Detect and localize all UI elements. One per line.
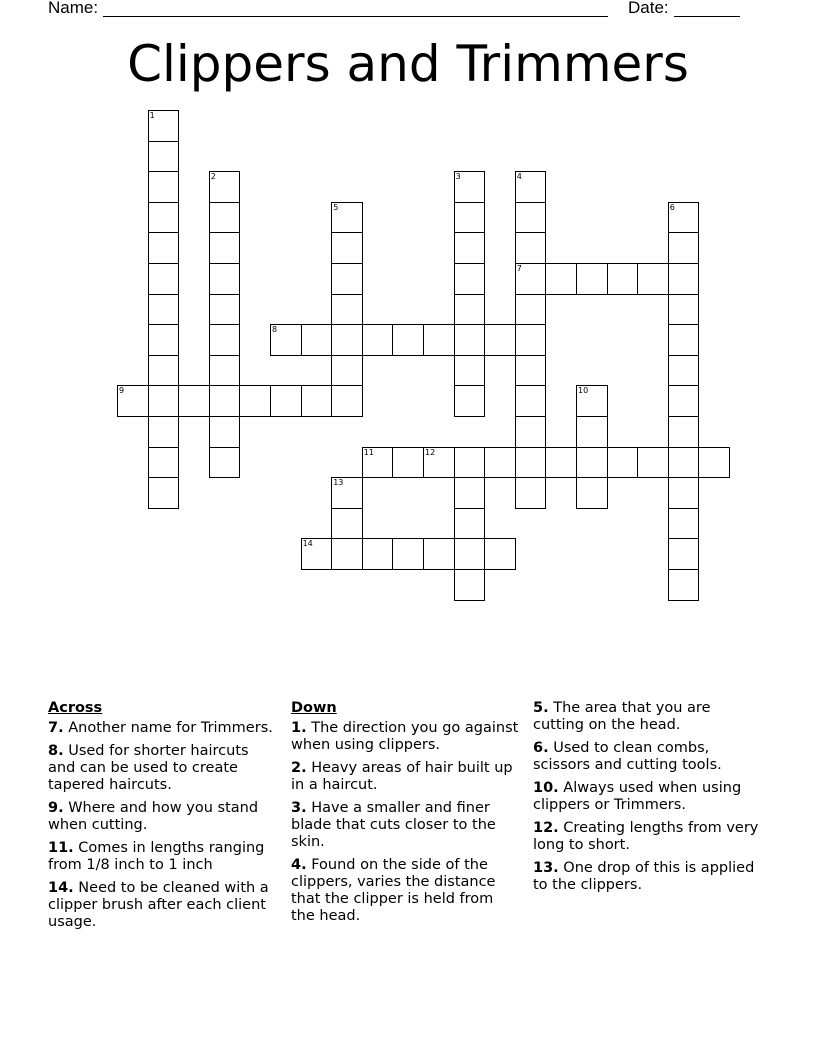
grid-cell[interactable] <box>668 263 700 295</box>
grid-cell[interactable] <box>668 508 700 540</box>
grid-cell[interactable] <box>637 263 669 295</box>
clue-text: One drop of this is applied to the clippers. <box>533 860 755 893</box>
grid-cell[interactable] <box>545 263 577 295</box>
grid-cell[interactable] <box>270 385 302 417</box>
grid-cell[interactable] <box>392 324 424 356</box>
clue-num: 2. <box>291 760 307 776</box>
clue-num: 6. <box>533 740 549 756</box>
grid-cell[interactable] <box>668 355 700 387</box>
grid-cell[interactable] <box>515 477 547 509</box>
grid-cell[interactable] <box>607 263 639 295</box>
grid-cell[interactable] <box>454 263 486 295</box>
grid-cell[interactable] <box>576 385 608 417</box>
name-label: Name: <box>48 0 99 17</box>
grid-cell[interactable] <box>668 477 700 509</box>
grid-cell[interactable] <box>515 232 547 264</box>
grid-cell[interactable] <box>331 538 363 570</box>
grid-cell[interactable] <box>515 447 547 479</box>
grid-cell[interactable] <box>209 385 241 417</box>
clue-text: Need to be cleaned with a clipper brush after each client usage. <box>48 880 269 930</box>
grid-cell[interactable] <box>454 202 486 234</box>
grid-cell[interactable] <box>515 294 547 326</box>
clue-item <box>48 800 276 834</box>
clue-number: 12 <box>425 447 436 457</box>
grid-cell[interactable] <box>148 110 180 142</box>
grid-cell[interactable] <box>515 171 547 203</box>
grid-cell[interactable] <box>454 232 486 264</box>
grid-cell[interactable] <box>515 355 547 387</box>
clue-item <box>48 743 276 794</box>
grid-cell[interactable] <box>668 569 700 601</box>
clue-text: Always used when using clippers or Trimmers. <box>533 780 742 813</box>
grid-cell[interactable] <box>148 477 180 509</box>
grid-cell[interactable] <box>148 263 180 295</box>
clue-number: 10 <box>578 386 589 396</box>
down-clues <box>291 720 519 925</box>
grid-cell[interactable] <box>331 232 363 264</box>
grid-cell[interactable] <box>331 324 363 356</box>
date-label: Date: <box>628 0 669 17</box>
grid-cell[interactable] <box>117 385 149 417</box>
grid-cell[interactable] <box>148 141 180 173</box>
grid-cell[interactable] <box>362 447 394 479</box>
grid-cell[interactable] <box>270 324 302 356</box>
grid-cell[interactable] <box>454 569 486 601</box>
clue-num: 14. <box>48 880 74 896</box>
clue-text: Creating lengths from very long to short. <box>533 820 759 853</box>
grid-cell[interactable] <box>515 263 547 295</box>
clue-number: 3 <box>455 172 461 182</box>
grid-cell[interactable] <box>668 202 700 234</box>
grid-cell[interactable] <box>148 324 180 356</box>
clues-column-3 <box>533 700 761 900</box>
grid-cell[interactable] <box>668 538 700 570</box>
grid-cell[interactable] <box>668 385 700 417</box>
clue-num: 5. <box>533 700 549 716</box>
clue-item <box>48 840 276 874</box>
grid-cell[interactable] <box>331 508 363 540</box>
grid-cell[interactable] <box>148 447 180 479</box>
clue-item <box>291 720 519 754</box>
clue-number: 1 <box>149 111 155 120</box>
grid-cell[interactable] <box>515 324 547 356</box>
clue-item <box>533 780 761 814</box>
clue-text: Another name for Trimmers. <box>63 720 273 736</box>
grid-cell[interactable] <box>637 447 669 479</box>
grid-cell[interactable] <box>392 447 424 479</box>
clue-item <box>48 720 276 737</box>
grid-cell[interactable] <box>454 355 486 387</box>
grid-cell[interactable] <box>576 416 608 448</box>
puzzle-title: Clippers and Trimmers <box>127 35 689 93</box>
clue-number: 9 <box>119 386 125 396</box>
clue-text: Have a smaller and finer blade that cuts closer to the skin. <box>291 800 496 850</box>
grid-cell[interactable] <box>209 416 241 448</box>
grid-cell[interactable] <box>484 447 516 479</box>
grid-cell[interactable] <box>423 447 455 479</box>
clue-number: 6 <box>669 202 675 212</box>
grid-cell[interactable] <box>209 355 241 387</box>
grid-cell[interactable] <box>148 355 180 387</box>
grid-cell[interactable] <box>209 232 241 264</box>
grid-cell[interactable] <box>454 171 486 203</box>
grid-cell[interactable] <box>668 232 700 264</box>
clue-text: Used for shorter haircuts and can be used to create tapered haircuts. <box>48 743 249 793</box>
grid-cell[interactable] <box>178 385 210 417</box>
clue-item <box>533 820 761 854</box>
clue-item <box>533 860 761 894</box>
grid-cell[interactable] <box>209 202 241 234</box>
grid-cell[interactable] <box>423 324 455 356</box>
grid-cell[interactable] <box>454 477 486 509</box>
grid-cell[interactable] <box>209 294 241 326</box>
grid-cell[interactable] <box>668 416 700 448</box>
clue-number: 4 <box>516 172 522 182</box>
grid-cell[interactable] <box>454 447 486 479</box>
grid-cell[interactable] <box>698 447 730 479</box>
clue-item <box>533 740 761 774</box>
grid-cell[interactable] <box>331 263 363 295</box>
grid-cell[interactable] <box>515 202 547 234</box>
clues-column-2 <box>291 700 519 931</box>
clue-num: 8. <box>48 743 64 759</box>
grid-cell[interactable] <box>331 202 363 234</box>
grid-cell[interactable] <box>209 447 241 479</box>
clue-text: The direction you go against when using clippers. <box>291 720 519 753</box>
down-heading: Down <box>291 700 337 716</box>
clue-num: 1. <box>291 720 307 736</box>
grid-cell[interactable] <box>454 324 486 356</box>
clue-num: 13. <box>533 860 559 876</box>
grid-cell[interactable] <box>301 385 333 417</box>
clue-number: 13 <box>333 478 344 488</box>
grid-cell[interactable] <box>545 447 577 479</box>
clue-num: 10. <box>533 780 559 796</box>
grid-cell[interactable] <box>576 477 608 509</box>
clue-text: The area that you are cutting on the head. <box>533 700 711 733</box>
clue-item <box>291 760 519 794</box>
grid-cell[interactable] <box>668 294 700 326</box>
clue-item <box>533 700 761 734</box>
clue-number: 5 <box>333 202 339 212</box>
clue-num: 4. <box>291 857 307 873</box>
grid-cell[interactable] <box>423 538 455 570</box>
across-heading: Across <box>48 700 103 716</box>
down-clues-continued <box>533 700 761 894</box>
grid-cell[interactable] <box>362 538 394 570</box>
grid-cell[interactable] <box>331 294 363 326</box>
clue-item <box>48 880 276 931</box>
grid-cell[interactable] <box>148 232 180 264</box>
clue-num: 3. <box>291 800 307 816</box>
grid-cell[interactable] <box>148 171 180 203</box>
clue-item <box>291 800 519 851</box>
grid-cell[interactable] <box>454 385 486 417</box>
grid-cell[interactable] <box>515 416 547 448</box>
clue-text: Where and how you stand when cutting. <box>48 800 259 833</box>
grid-cell[interactable] <box>148 202 180 234</box>
across-clues <box>48 720 276 931</box>
grid-cell[interactable] <box>331 355 363 387</box>
clue-number: 7 <box>516 264 522 273</box>
clue-text: Found on the side of the clippers, varies the distance that the clipper is held from the head. <box>291 857 496 924</box>
grid-cell[interactable] <box>515 385 547 417</box>
grid-cell[interactable] <box>392 538 424 570</box>
grid-cell[interactable] <box>454 538 486 570</box>
clue-text: Heavy areas of hair built up in a haircut. <box>291 760 513 793</box>
grid-cell[interactable] <box>668 447 700 479</box>
clue-number: 11 <box>363 447 374 457</box>
grid-cell[interactable] <box>484 538 516 570</box>
clues-column-1 <box>48 700 276 937</box>
grid-cell[interactable] <box>331 385 363 417</box>
grid-cell[interactable] <box>484 324 516 356</box>
grid-cell[interactable] <box>668 324 700 356</box>
grid-cell[interactable] <box>148 416 180 448</box>
grid-cell[interactable] <box>454 294 486 326</box>
grid-cell[interactable] <box>301 324 333 356</box>
clue-item <box>291 857 519 925</box>
clue-num: 7. <box>48 720 64 736</box>
grid-cell[interactable] <box>362 324 394 356</box>
grid-cell[interactable] <box>301 538 333 570</box>
grid-cell[interactable] <box>209 171 241 203</box>
grid-cell[interactable] <box>148 385 180 417</box>
clue-text: Comes in lengths ranging from 1/8 inch to 1 inch <box>48 840 265 873</box>
grid-cell[interactable] <box>209 263 241 295</box>
grid-cell[interactable] <box>607 447 639 479</box>
grid-cell[interactable] <box>576 263 608 295</box>
grid-cell[interactable] <box>454 508 486 540</box>
grid-cell[interactable] <box>239 385 271 417</box>
clue-num: 11. <box>48 840 74 856</box>
clue-num: 12. <box>533 820 559 836</box>
grid-cell[interactable] <box>331 477 363 509</box>
clue-number: 14 <box>302 539 313 549</box>
clue-num: 9. <box>48 800 64 816</box>
clue-text: Used to clean combs, scissors and cutting tools. <box>533 740 722 773</box>
grid-cell[interactable] <box>576 447 608 479</box>
grid-cell[interactable] <box>148 294 180 326</box>
grid-cell[interactable] <box>209 324 241 356</box>
clue-number: 2 <box>210 172 216 182</box>
clue-number: 8 <box>272 325 278 335</box>
